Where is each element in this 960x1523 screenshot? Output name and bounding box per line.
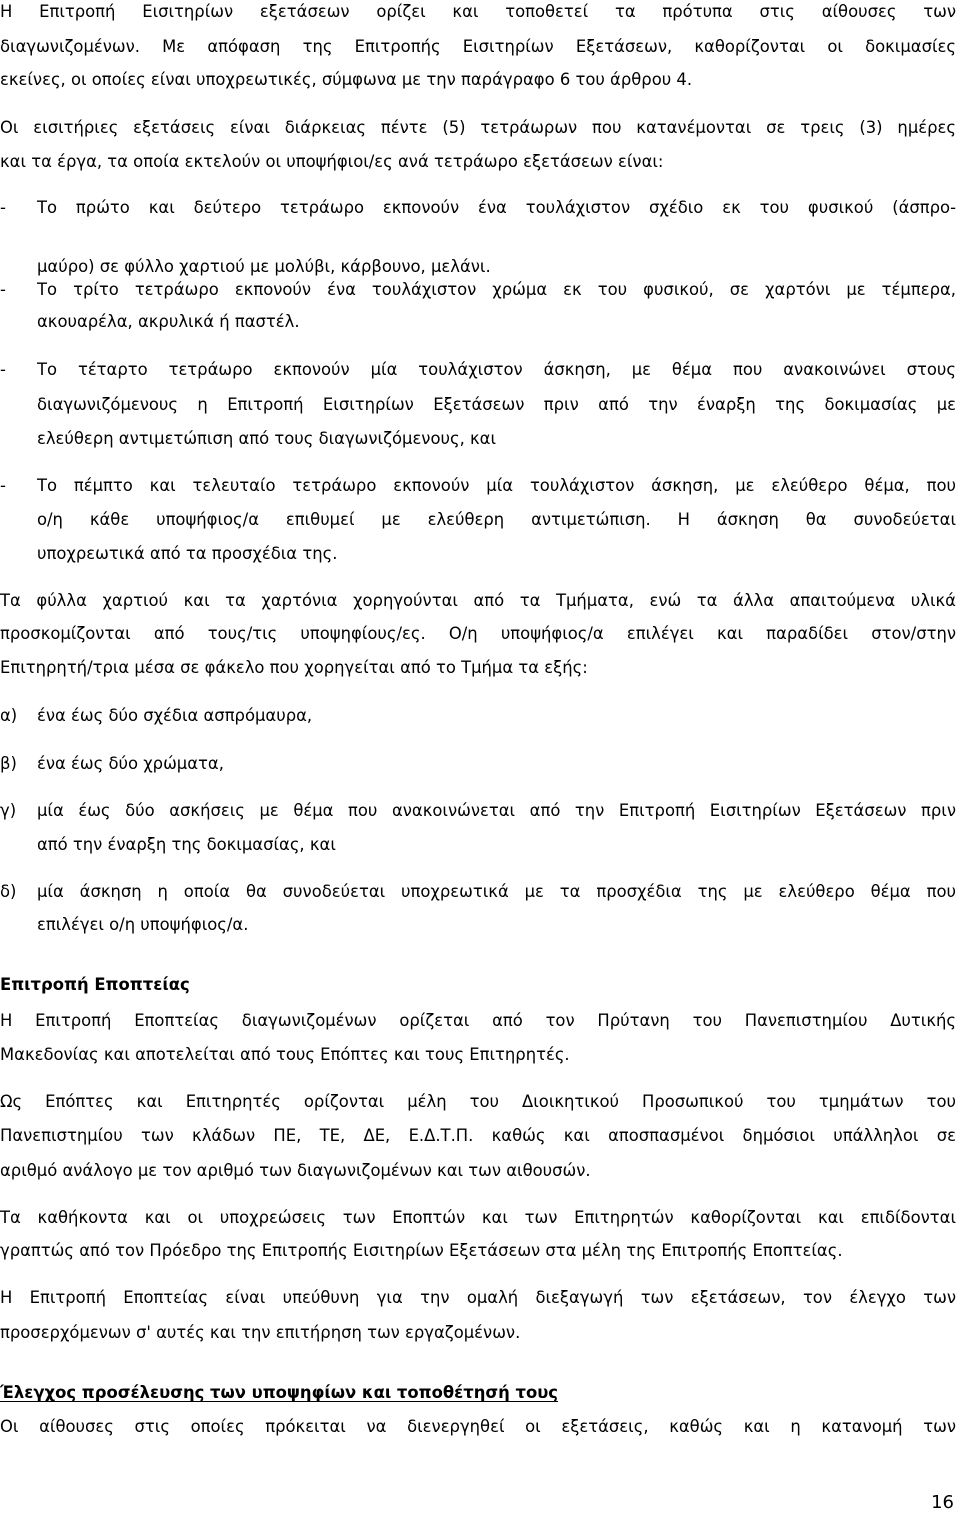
text-line: Το πέμπτο και τελευταίο τετράωρο εκπονούν μία τουλάχιστον άσκηση, με ελεύθερο θέμα, που <box>37 476 956 495</box>
text-line: Ως Επόπτες και Επιτηρητές ορίζονται μέλη του Διοικητικού Προσωπικού του τμημάτων του <box>0 1092 956 1111</box>
text-line: γραπτώς από τον Πρόεδρο της Επιτροπής Εισιτηρίων Εξετάσεων στα μέλη της Επιτροπής Εποπτείας. <box>0 1241 843 1260</box>
bullet-dash: - <box>0 198 6 217</box>
text-line: Η Επιτροπή Εισιτηρίων εξετάσεων ορίζει και τοποθετεί τα πρότυπα στις αίθουσες των <box>0 2 956 21</box>
list-marker: α) <box>0 706 18 725</box>
text-line: Τα φύλλα χαρτιού και τα χαρτόνια χορηγούνται από τα Τμήματα, ενώ τα άλλα απαιτούμενα υλικά <box>0 591 956 610</box>
list-marker: β) <box>0 754 17 773</box>
text-line: ο/η κάθε υποψήφιος/α επιθυμεί με ελεύθερη αντιμετώπιση. Η άσκηση θα συνοδεύεται <box>37 510 956 529</box>
list-marker: δ) <box>0 882 17 901</box>
text-line: Η Επιτροπή Εποπτείας διαγωνιζομένων ορίζεται από τον Πρύτανη του Πανεπιστημίου Δυτικής <box>0 1011 956 1030</box>
text-line: Οι αίθουσες στις οποίες πρόκειται να διενεργηθεί οι εξετάσεις, καθώς και η κατανομή των <box>0 1417 956 1436</box>
list-marker: γ) <box>0 801 17 820</box>
text-line: Οι εισιτήριες εξετάσεις είναι διάρκειας πέντε (5) τετράωρων που κατανέμονται σε τρεις (3) ημέρες <box>0 118 956 137</box>
text-line: από την έναρξη της δοκιμασίας, και <box>37 835 336 854</box>
text-line: Η Επιτροπή Εποπτείας είναι υπεύθυνη για την ομαλή διεξαγωγή των εξετάσεων, τον έλεγχο των <box>0 1288 956 1307</box>
text-line: Το πρώτο και δεύτερο τετράωρο εκπονούν ένα τουλάχιστον σχέδιο εκ του φυσικού (άσπρο- <box>37 198 956 217</box>
text-line: Το τέταρτο τετράωρο εκπονούν μία τουλάχιστον άσκηση, με θέμα που ανακοινώνει στους <box>37 360 956 379</box>
text-line: και τα έργα, τα οποία εκτελούν οι υποψήφιοι/ες ανά τετράωρο εξετάσεων είναι: <box>0 152 664 171</box>
text-line: Μακεδονίας και αποτελείται από τους Επόπτες και τους Επιτηρητές. <box>0 1045 570 1064</box>
section-heading-attendance: Έλεγχος προσέλευσης των υποψηφίων και τοποθέτησή τους <box>0 1383 559 1402</box>
text-line: Το τρίτο τετράωρο εκπονούν ένα τουλάχιστον χρώμα εκ του φυσικού, σε χαρτόνι με τέμπερα, <box>37 280 956 299</box>
text-line: Πανεπιστημίου των κλάδων ΠΕ, ΤΕ, ΔΕ, Ε.Δ.Τ.Π. καθώς και αποσπασμένοι δημόσιοι υπάλληλοι σε <box>0 1126 956 1145</box>
text-line: Επιτηρητή/τρια μέσα σε φάκελο που χορηγείται από το Τμήμα τα εξής: <box>0 658 588 677</box>
text-line: υποχρεωτικά από τα προσχέδια της. <box>37 544 338 563</box>
text-line: ελεύθερη αντιμετώπιση από τους διαγωνιζόμενους, και <box>37 429 497 448</box>
text-line: διαγωνιζομένων. Με απόφαση της Επιτροπής Εισιτηρίων Εξετάσεων, καθορίζονται οι δοκιμασίες <box>0 37 956 56</box>
text-line: μία άσκηση η οποία θα συνοδεύεται υποχρεωτικά με τα προσχέδια της με ελεύθερο θέμα που <box>37 882 956 901</box>
text-line: μία έως δύο ασκήσεις με θέμα που ανακοινώνεται από την Επιτροπή Εισιτηρίων Εξετάσεων πριν <box>37 801 956 820</box>
section-heading-supervision: Επιτροπή Εποπτείας <box>0 975 190 994</box>
text-line: αριθμό ανάλογο με τον αριθμό των διαγωνιζομένων και των αιθουσών. <box>0 1161 591 1180</box>
bullet-dash: - <box>0 360 6 379</box>
text-line: ακουαρέλα, ακρυλικά ή παστέλ. <box>37 312 300 331</box>
text-line: εκείνες, οι οποίες είναι υποχρεωτικές, σύμφωνα με την παράγραφο 6 του άρθρου 4. <box>0 70 693 89</box>
bullet-dash: - <box>0 280 6 299</box>
text-line: ένα έως δύο χρώματα, <box>37 754 224 773</box>
text-line: διαγωνιζόμενους η Επιτροπή Εισιτηρίων Εξετάσεων πριν από την έναρξη της δοκιμασίας με <box>37 395 956 414</box>
page-number: 16 <box>931 1492 954 1513</box>
text-line: επιλέγει ο/η υποψήφιος/α. <box>37 915 249 934</box>
text-line: μαύρο) σε φύλλο χαρτιού με μολύβι, κάρβουνο, μελάνι. <box>37 257 491 276</box>
text-line: Τα καθήκοντα και οι υποχρεώσεις των Εποπτών και των Επιτηρητών καθορίζονται και επιδίδονται <box>0 1208 956 1227</box>
text-line: προσκομίζονται από τους/τις υποψηφίους/ες. Ο/η υποψήφιος/α επιλέγει και παραδίδει στον/στην <box>0 624 956 643</box>
text-line: ένα έως δύο σχέδια ασπρόμαυρα, <box>37 706 313 725</box>
text-line: προσερχόμενων σ' αυτές και την επιτήρηση των εργαζομένων. <box>0 1323 521 1342</box>
bullet-dash: - <box>0 476 6 495</box>
